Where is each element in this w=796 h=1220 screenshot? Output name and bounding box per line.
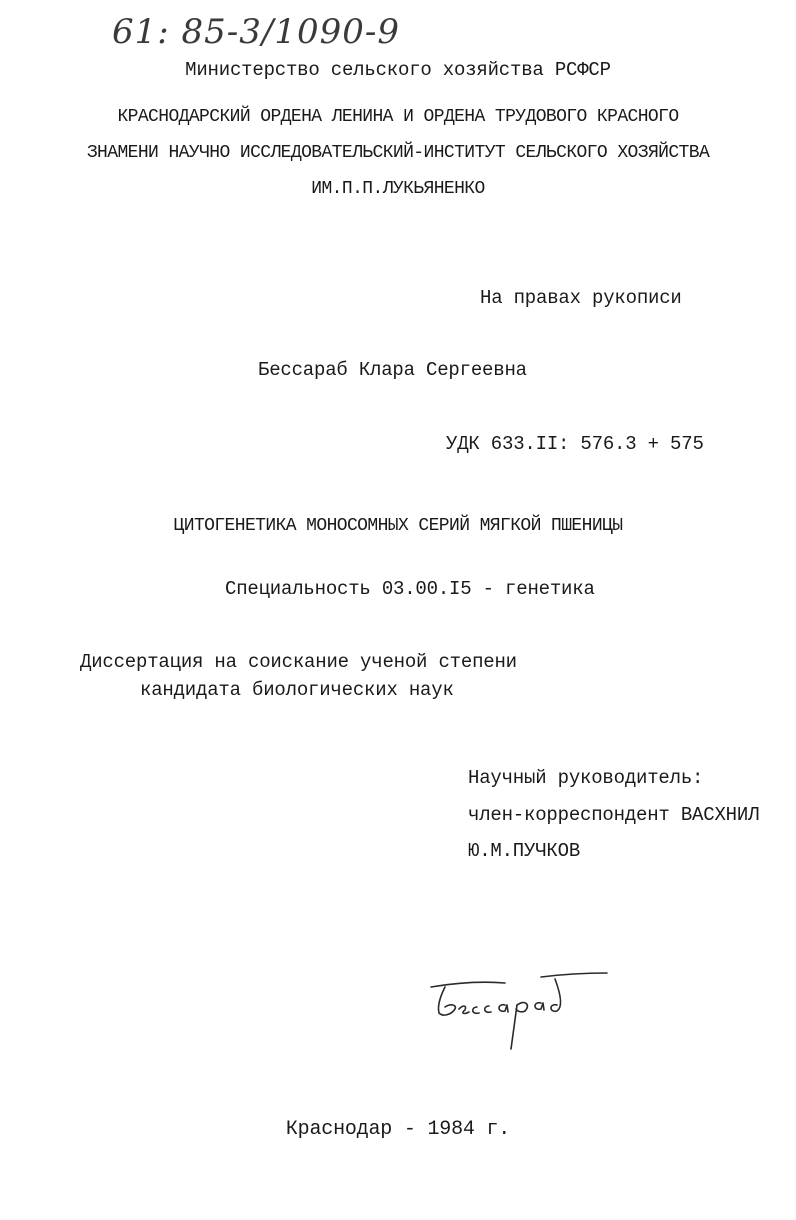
udc-code: УДК 633.II: 576.3 + 575 (446, 433, 704, 455)
dissertation-title: ЦИТОГЕНЕТИКА МОНОСОМНЫХ СЕРИЙ МЯГКОЙ ПШЕНИЦЫ (173, 516, 623, 536)
supervisor-name: Ю.М.ПУЧКОВ (468, 840, 581, 862)
specialty: Специальность 03.00.I5 - генетика (225, 578, 595, 600)
author-signature (425, 965, 610, 1050)
dissertation-line-2: кандидата биологических наук (140, 679, 454, 701)
institute-line-3: ИМ.П.П.ЛУКЬЯНЕНКО (311, 179, 485, 199)
author-name: Бессараб Клара Сергеевна (258, 359, 527, 381)
supervisor-title: член-корреспондент ВАСХНИЛ (468, 804, 760, 826)
manuscript-rights: На правах рукописи (480, 287, 682, 309)
institute-line-1: КРАСНОДАРСКИЙ ОРДЕНА ЛЕНИНА И ОРДЕНА ТРУДОВОГО КРАСНОГО (117, 107, 679, 127)
city-year: Краснодар - 1984 г. (285, 1118, 511, 1141)
ministry-line: Министерство сельского хозяйства РСФСР (185, 59, 611, 81)
supervisor-label: Научный руководитель: (468, 767, 704, 789)
dissertation-line-1: Диссертация на соискание ученой степени (80, 651, 517, 673)
archive-number: 61: 85-3/1090-9 (112, 12, 401, 52)
institute-line-2: ЗНАМЕНИ НАУЧНО ИССЛЕДОВАТЕЛЬСКИЙ-ИНСТИТУТ СЕЛЬСКОГО ХОЗЯЙСТВА (86, 143, 710, 163)
